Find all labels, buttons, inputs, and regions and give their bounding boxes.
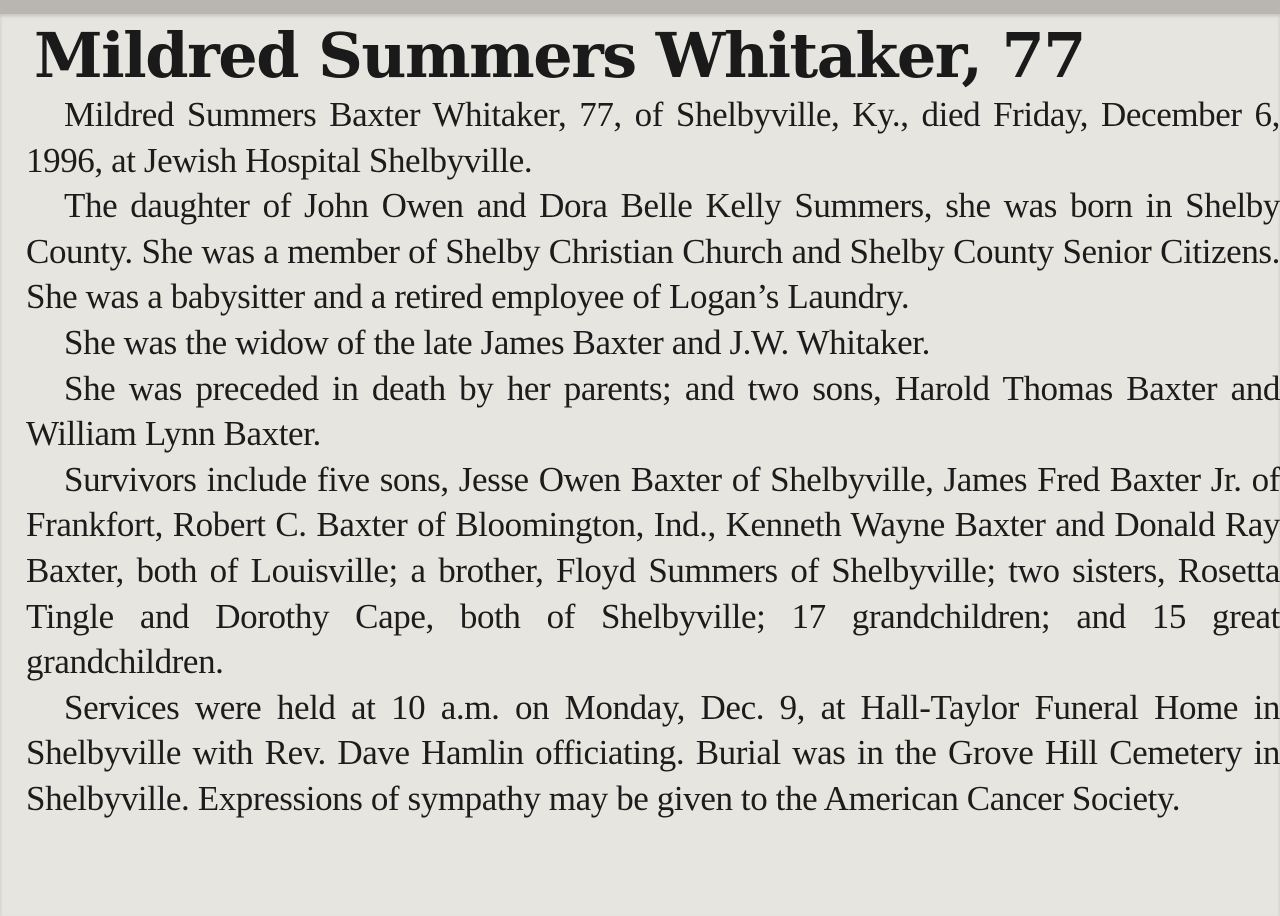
- paragraph-preceded: She was preceded in death by her parents; and two sons, Harold Thomas Baxter and William Lynn Baxter.: [26, 368, 1280, 454]
- paragraph-background: The daughter of John Owen and Dora Belle Kelly Summers, she was born in Shelby County. She was a member of Shelby Christian Church and Shelby County Senior Citizens. She was a babysitter and a retired employee of Logan’s Laundry.: [26, 186, 1280, 317]
- obituary-body: [26, 92, 1280, 822]
- paragraph-death-notice: Mildred Summers Baxter Whitaker, 77, of Shelbyville, Ky., died Friday, December 6, 1996, at Jewish Hospital Shelbyville.: [26, 95, 1280, 180]
- paragraph-survivors: Survivors include five sons, Jesse Owen Baxter of Shelbyville, James Fred Baxter Jr. of Frankfort, Robert C. Baxter of Bloomington, Ind., Kenneth Wayne Baxter and Donald Ray Baxter, both of Louisville; a brother, Floyd Summers of Shelbyville; two sisters, Rosetta Tingle and Dorothy Cape, both of Shelbyville; 17 grandchildren; and 15 great grandchildren.: [26, 459, 1280, 682]
- paragraph-services: Services were held at 10 a.m. on Monday, Dec. 9, at Hall-Taylor Funeral Home in Shelbyville with Rev. Dave Hamlin officiating. Burial was in the Grove Hill Cemetery in Shelbyville. Expressions of sympathy may be given to the American Cancer Society.: [26, 687, 1280, 818]
- obituary-headline: Mildred Summers Whitaker, 77: [34, 19, 1085, 92]
- paragraph-widow: She was the widow of the late James Baxter and J.W. Whitaker.: [64, 322, 930, 362]
